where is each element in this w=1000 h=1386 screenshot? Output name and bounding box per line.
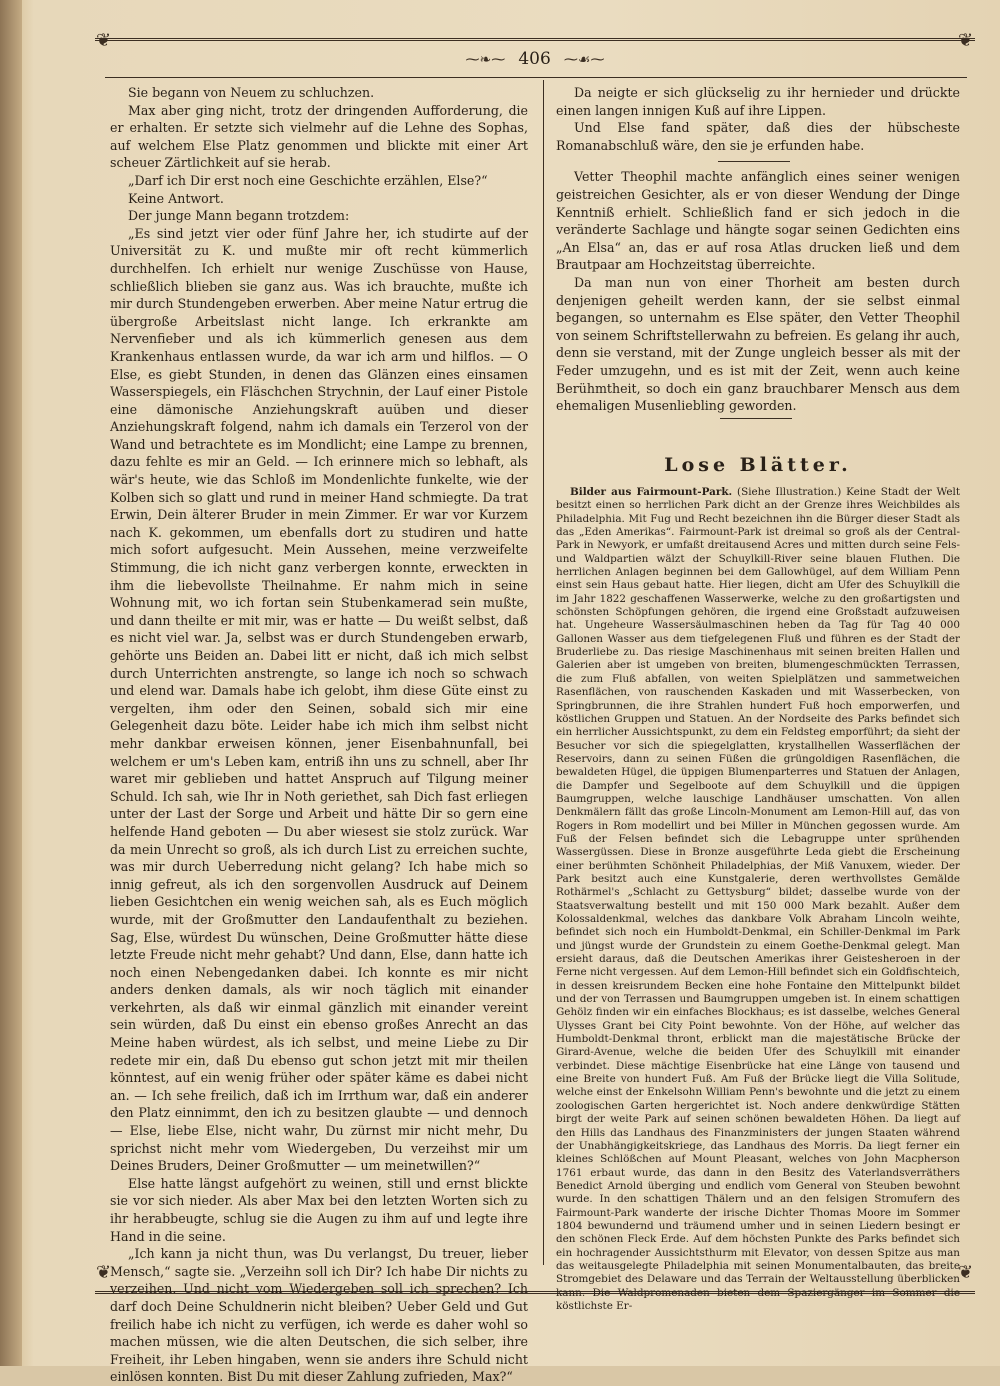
page-number: 406 (518, 49, 551, 69)
header-rule (105, 77, 967, 78)
story-paragraph: Sie begann von Neuem zu schluchzen. (128, 85, 375, 100)
corner-ornament-icon: ❦ (96, 30, 112, 51)
story-paragraph: „Ich kann ja nicht thun, was Du verlangst, Du treuer, lieber Mensch,“ sagte sie. „Verzeihn soll ich Dir? Ich habe Dir nichts zu verzeihen. Und nicht vom Wiedergeben soll ich sprechen? Ich darf doch Deine Schuldnerin nicht bleiben? Ueber Geld und Gut freilich habe ich nicht zu verfügen, ich werde es daher wohl so machen müssen, wie die alten Deutschen, die sich selber, ihre Freiheit, ihr Leben hingaben, wenn sie anders ihre Schuld nicht einlösen konnten. Bist Du mit dieser Zahlung zufrieden, Max?“ (110, 1246, 528, 1385)
header-ornament-left-icon: ⁓❧⁓ (465, 52, 506, 68)
page-header (95, 46, 975, 72)
article-lead: Bilder aus Fairmount-Park. (570, 486, 733, 498)
column-divider (543, 80, 544, 1265)
story-paragraph: Da man nun von einer Thorheit am besten durch denjenigen geheilt werden kann, der sie selbst einmal begangen, so unternahm es Else später, den Vetter Theophil von seinem Schriftstellerwahn zu befreien. Es gelang ihr auch, denn sie verstand, mit der Zunge ungleich besser als mit der Feder umzugehn, und es ist mit der Zeit, wenn auch keine Berühmtheit, so doch ein ganz brauchbarer Mensch aus dem ehemaligen Musenliebling geworden. (556, 274, 960, 414)
article-text: (Siehe Illustration.) Keine Stadt der Welt besitzt einen so herrlichen Park dicht an der Grenze ihres Weichbildes als Philadelphia. Mit Fug und Recht bezeichnen ihn die Bürger dieser Stadt als das „Eden Amerikas“. Fairmount-Park ist dreimal so groß als der Central-Park in Newyork, er umfaßt dreitausend Acres und mitten durch seine Fels- und Waldpartien wälzt der Schuylkill-River seine blauen Fluthen. Die herrlichen Anlagen beginnen bei dem Gallowhügel, auf dem William Penn einst sein Haus gebaut hatte. Hier liegen, dicht am Ufer des Schuylkill die im Jahr 1822 geschaffenen Wasserwerke, welche zu den großartigsten und schönsten Schöpfungen gehören, die irgend eine Großstadt aufzuweisen hat. Ungeheure Wassersäulmaschinen heben da Tag für Tag 40 000 Gallonen Wasser aus dem tiefgelegenen Fluß und führen es der Stadt der Bruderliebe zu. Das riesige Maschinenhaus mit seinen breiten Hallen und Galerien aber ist umgeben von breiten, blumengeschmückten Terrassen, die zum Fluß abfallen, von weiten Spielplätzen und sammetweichen Rasenflächen, von rauschenden Kaskaden und mit Wasserbecken, von Springbrunnen, die ihre Strahlen hundert Fuß hoch emporwerfen, und köstlichen Gruppen und Statuen. An der Nordseite des Parks befindet sich ein herrlicher Aussichtspunkt, zu dem ein Feldsteg emporführt; da sieht der Besucher vor sich die spiegelglatten, krystallhellen Wasserflächen der Reservoirs, dann zu seinen Füßen die grüngoldigen Rasenflächen, die bewaldeten Hügel, die üppigen Blumenparterres und Statuen der Anlagen, die Dampfer und Segelboote auf dem Schuylkill und die üppigen Baumgruppen, welche lauschige Landhäuser umschatten. Von allen Denkmälern fällt das große Lincoln-Monument am Lemon-Hill auf, das von Rogers in Rom modellirt und bei Miller in München gegossen wurde. Am Fuß der Felsen befindet sich die Lebagruppe unter sprühenden Wassergüssen. Diese in Bronze ausgeführte Leda giebt die Erscheinung einer berühmten Schönheit Philadelphias, der Miß Vanuxem, wieder. Der Park besitzt auch eine Kunstgalerie, deren werthvollstes Gemälde Rothärmel's „Schlacht zu Gettysburg“ bildet; dasselbe wurde von der Staatsverwaltung bestellt und mit 150 000 Mark bezahlt. Außer dem Kolossaldenkmal, welches das dankbare Volk Abraham Lincoln weihte, befindet sich noch ein Humboldt-Denkmal, ein Schiller-Denkmal im Park und jüngst wurde der Grundstein zu einem Goethe-Denkmal gelegt. Man ersieht daraus, daß die Deutschen Amerikas ihrer Geistesheroen in der Ferne nicht vergessen. Auf dem Lemon-Hill befindet sich ein Goldfischteich, in dessen kreisrundem Becken eine hohe Fontaine den Mittelpunkt bildet und der von Terrassen und Baumgruppen umgeben ist. In einem schattigen Gehölz finden wir ein einfaches Blockhaus; es ist dasselbe, welches General Ulysses Grant bei City Point bewohnte. Von der Höhe, auf welcher das Humboldt-Denkmal thront, erblickt man die majestätische Brücke der Girard-Avenue, welche die beiden Ufer des Schuylkill mit einander verbindet. Diese mächtige Eisenbrücke hat eine Länge von tausend und eine Breite von hundert Fuß. Am Fuß der Brücke liegt die Villa Solitude, welche einst der Enkelsohn William Penn's bewohnte und die jetzt zu einem zoologischen Garten hergerichtet ist. Noch andere denkwürdige Stätten birgt der weite Park auf seinen schönen bewaldeten Höhen. Da liegt auf den Hills das Landhaus des Finanzministers der jungen Staaten während der Unabhängigkeitskriege, das Landhaus des Morris. Da liegt ferner ein kleines Schlößchen auf Mount Pleasant, welches von John Macpherson 1761 erbaut wurde, das dann in den Besitz des Vaterlandsverräthers Benedict Arnold überging und endlich vom General von Steuben bewohnt wurde. In den schattigen Thälern und an den felsigen Stromufern des Fairmount-Park wanderte der irische Dichter Thomas Moore im Sommer 1804 bewundernd und träumend umher und in seinen Liedern besingt er den schönen Fleck Erde. Auf dem höchsten Punkte des Parks befindet sich ein hochragender Aussichtsthurm mit Elevator, von dessen Spitze aus man das weitausgelegte Philadelphia mit seinen Monumentalbauten, das breite Stromgebiet des Delaware und das Terrain der Weltausstellung überblicken kann. Die Waldpromenaden bieten dem Spaziergänger im Sommer die köstlichste Er- (556, 486, 960, 1312)
article-paragraph (556, 486, 960, 1313)
section-separator (720, 418, 792, 419)
story-column-right (556, 84, 960, 414)
section-title: Lose Blätter. (664, 454, 852, 476)
corner-ornament-icon: ❦ (958, 30, 974, 51)
corner-ornament-icon: ❦ (958, 1262, 974, 1283)
story-paragraph: Da neigte er sich glückselig zu ihr hernieder und drückte einen langen innigen Kuß auf ihre Lippen. (556, 85, 960, 118)
article-column (556, 486, 960, 1312)
scene-break-rule (718, 161, 790, 162)
story-paragraph: Keine Antwort. (128, 190, 224, 206)
story-paragraph: „Darf ich Dir erst noch eine Geschichte erzählen, Else?“ (128, 172, 488, 188)
story-paragraph: Else hatte längst aufgehört zu weinen, still und ernst blickte sie vor sich nieder. Als aber Max bei den letzten Worten sich zu ihr herabbeugte, schlug sie die Augen zu ihm auf und legte ihre Hand in die seine. (110, 1175, 528, 1244)
header-ornament-right-icon: ⁓☙⁓ (563, 52, 605, 68)
story-paragraph: Der junge Mann begann trotzdem: (128, 208, 350, 224)
corner-ornament-icon: ❦ (96, 1262, 112, 1283)
story-paragraph: Und Else fand später, daß dies der hübscheste Romanabschluß wäre, den sie je erfunden habe. (556, 120, 960, 153)
story-paragraph: Max aber ging nicht, trotz der dringenden Aufforderung, die er erhalten. Er setzte sich vielmehr auf die Lehne des Sophas, auf welchem Else Platz genommen und blickte mit einer Art scheuer Zärtlichkeit auf sie herab. (110, 102, 528, 171)
book-spine-shadow (0, 0, 22, 1366)
story-paragraph: „Es sind jetzt vier oder fünf Jahre her, ich studirte auf der Universität zu K. und mußte mir oft recht kümmerlich durchhelfen. Ich erhielt nur wenige Zuschüsse von Hause, schließlich blieben sie ganz aus. Was ich brauchte, mußte ich mir durch Stundengeben erwerben. Aber meine Natur ertrug die übergroße Arbeitslast nicht lange. Ich erkrankte am Nervenfieber und als ich kümmerlich genesen aus dem Krankenhaus entlassen wurde, da war ich arm und hilflos. — O Else, es giebt Stunden, in denen das Glänzen eines einsamen Wasserspiegels, ein Fläschchen Strychnin, der Lauf einer Pistole eine dämonische Anziehungskraft auüben und dieser Anziehungskraft folgend, nahm ich damals ein Terzerol von der Wand und betrachtete es im Mondlicht; eine Lampe zu brennen, dazu fehlte es mir an Geld. — Ich erinnere mich so lebhaft, als wär's heute, wie das Schloß im Mondenlichte funkelte, wie der Kolben sich so glatt und rund in meiner Hand schmiegte. Da trat Erwin, Dein älterer Bruder in mein Zimmer. Er war vor Kurzem nach K. gekommen, um ebenfalls dort zu studiren und hatte mich sofort aufgesucht. Mein Aussehen, meine verzweifelte Stimmung, die ich nicht ganz verbergen konnte, erweckten in ihm die liebevollste Theilnahme. Er nahm mich in seine Wohnung mit, wo ich fortan sein Stubenkamerad sein mußte, und dann theilte er mit mir, was er hatte — Du weißt selbst, daß es nicht viel war. Ja, selbst was er durch Stundengeben erwarb, gehörte uns Beiden an. Dabei litt er nicht, daß ich mich selbst durch Unterrichten anstrengte, so lange ich noch so schwach und elend war. Damals habe ich gelobt, ihm diese Güte einst zu vergelten, ihm oder den Seinen, sobald sich mir eine Gelegenheit dazu böte. Leider habe ich mich ihm selbst nicht mehr dankbar erweisen können, jener Eisenbahnunfall, bei welchem er um's Leben kam, entriß ihn uns zu schnell, aber Ihr waret mir geblieben und hattet Anspruch auf Tilgung meiner Schuld. Ich sah, wie Ihr in Noth geriethet, sah Dich fast erliegen unter der Last der Sorge und Arbeit und hätte Dir so gern eine helfende Hand geboten — Du aber wiesest sie stolz zurück. War da mein Unrecht so groß, als ich durch List zu erreichen suchte, was mir durch Ueberredung nicht gelang? Ich habe mich so innig gefreut, als ich den sorgenvollen Ausdruck auf Deinem lieben Gesichtchen ein wenig weichen sah, als es Euch möglich wurde, mit der Großmutter den Landaufenthalt zu beziehen. Sag, Else, würdest Du wünschen, Deine Großmutter hätte diese letzte Freude nicht mehr gehabt? Und dann, Else, dann hatte ich noch einen Nebengedanken dabei. Ich konnte es mir nicht anders denken damals, als wir noch täglich mit einander verkehrten, als daß wir einmal gänzlich mit einander vereint sein würden, daß Du einst ein ebenso großes Anrecht an das Meine haben würdest, als ich selbst, und meine Liebe zu Dir redete mir ein, daß Du ebenso gut schon jetzt mit mir theilen könntest, auf ein wenig früher oder später käme es dabei nicht an. — Ich sehe freilich, daß ich im Irrthum war, daß ein anderer den Platz einnimmt, den ich zu besitzen glaubte — und dennoch — Else, liebe Else, nicht wahr, Du zürnst mir nicht mehr, Du sprichst nicht mehr vom Wiedergeben, Du verzeihst mir um Deines Bruders, Deiner Großmutter — um meinetwillen?“ (110, 225, 528, 1174)
story-paragraph: Vetter Theophil machte anfänglich eines seiner wenigen geistreichen Gesichter, als er von dieser Wendung der Dinge Kenntniß erhielt. Schließlich fand er sich jedoch in die veränderte Sachlage und hängte sogar seinen Gedichten eins „An Elsa“ an, das er auf rosa Atlas drucken ließ und dem Brautpaar am Hochzeitstag überreichte. (556, 169, 960, 273)
scene-break (556, 154, 960, 168)
story-column-left (110, 84, 528, 1385)
